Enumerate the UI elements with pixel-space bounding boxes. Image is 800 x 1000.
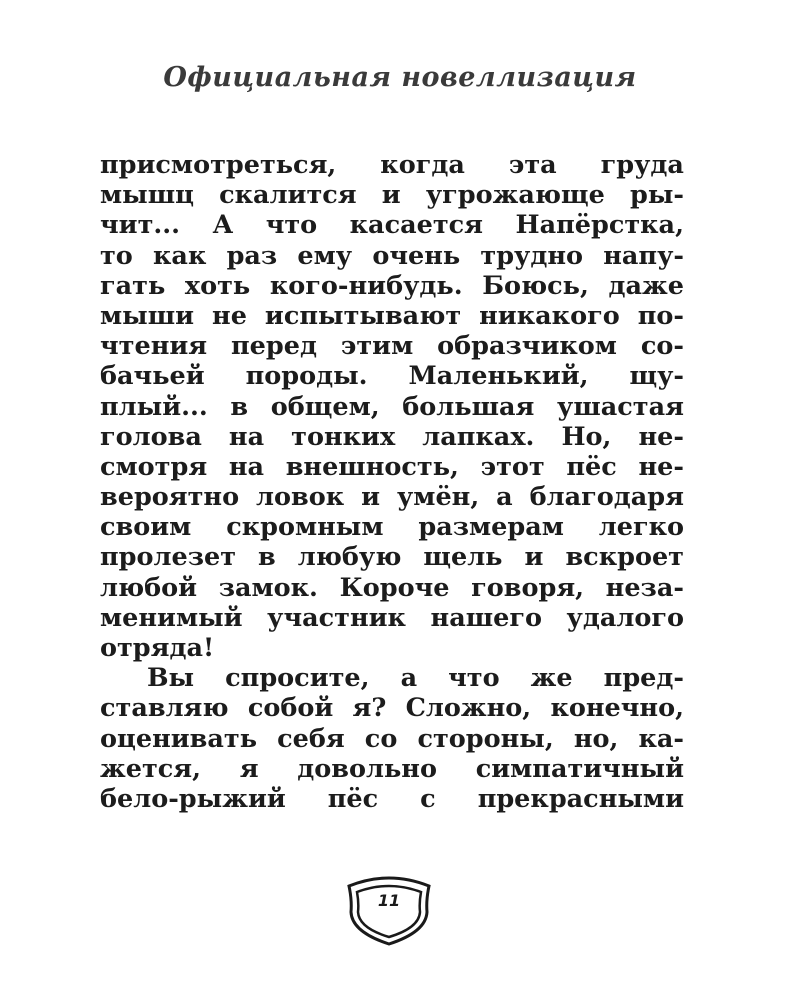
word: даже bbox=[608, 270, 684, 301]
text-line bbox=[100, 392, 684, 422]
word: но, bbox=[573, 723, 619, 754]
text-line bbox=[100, 241, 684, 271]
text-line bbox=[100, 542, 684, 572]
word: Сложно, bbox=[405, 693, 532, 724]
word: размерам bbox=[418, 512, 564, 543]
word: я bbox=[239, 753, 259, 784]
word: и bbox=[361, 482, 381, 513]
word: любую bbox=[297, 542, 402, 573]
word: собой bbox=[247, 693, 334, 724]
text-line bbox=[100, 512, 684, 542]
word: то bbox=[100, 240, 133, 271]
word: менимый bbox=[100, 602, 243, 633]
word: щу- bbox=[629, 361, 684, 392]
word: ры- bbox=[630, 180, 684, 211]
word: не bbox=[212, 300, 247, 331]
word: чит... bbox=[100, 210, 181, 241]
word: щель bbox=[423, 542, 503, 573]
word: со bbox=[364, 723, 398, 754]
word: чтения bbox=[100, 331, 208, 362]
text-line bbox=[100, 271, 684, 301]
word: жется, bbox=[100, 753, 202, 784]
text-line bbox=[100, 573, 684, 603]
word: Но, bbox=[561, 421, 612, 452]
running-header: Официальная новеллизация bbox=[163, 62, 637, 93]
word: отряда! bbox=[100, 633, 215, 663]
word: угрожающе bbox=[425, 180, 605, 211]
word: а bbox=[400, 663, 418, 694]
word: а bbox=[496, 482, 513, 513]
word: лапках. bbox=[422, 421, 535, 452]
word: пред- bbox=[603, 663, 684, 694]
text-line bbox=[100, 180, 684, 210]
word: легко bbox=[598, 512, 684, 543]
word: стороны, bbox=[417, 723, 554, 754]
text-line bbox=[100, 663, 684, 693]
text-line bbox=[100, 210, 684, 240]
word: ловок bbox=[256, 482, 345, 513]
word: своим bbox=[100, 512, 192, 543]
text-line bbox=[100, 331, 684, 361]
word: не- bbox=[638, 421, 684, 452]
text-line bbox=[100, 754, 684, 784]
text-line bbox=[100, 633, 684, 663]
word: в bbox=[230, 391, 249, 422]
word: со- bbox=[640, 331, 684, 362]
word: раз bbox=[226, 240, 278, 271]
word: тонких bbox=[291, 421, 396, 452]
word: груда bbox=[600, 150, 684, 180]
word: Напёрстка, bbox=[515, 210, 684, 241]
word: себя bbox=[277, 723, 345, 754]
body-text bbox=[100, 150, 684, 814]
word: пролезет bbox=[100, 542, 237, 573]
text-line bbox=[100, 603, 684, 633]
word: перед bbox=[231, 331, 317, 362]
word: по- bbox=[637, 300, 684, 331]
word: эта bbox=[508, 150, 557, 180]
word: вероятно bbox=[100, 482, 240, 513]
word: кого-нибудь. bbox=[269, 270, 463, 301]
word: благодаря bbox=[529, 482, 684, 513]
word: довольно bbox=[297, 753, 437, 784]
word: симпатичный bbox=[475, 753, 684, 784]
word: А bbox=[212, 210, 234, 241]
word: никакого bbox=[479, 300, 620, 331]
word: что bbox=[448, 663, 500, 694]
word: и bbox=[524, 542, 544, 573]
word: я? bbox=[352, 693, 387, 724]
word: мышц bbox=[100, 180, 194, 211]
word: мыши bbox=[100, 300, 195, 331]
text-line bbox=[100, 482, 684, 512]
word: смотря bbox=[100, 451, 208, 482]
text-line bbox=[100, 361, 684, 391]
word: гать bbox=[100, 270, 166, 301]
word: Маленький, bbox=[408, 361, 589, 392]
word: Боюсь, bbox=[482, 270, 589, 301]
word: напу- bbox=[603, 240, 684, 271]
word: и bbox=[381, 180, 401, 211]
word: присмотреться, bbox=[100, 150, 337, 180]
word: бело-рыжий bbox=[100, 783, 286, 814]
word: испытывают bbox=[264, 300, 462, 331]
word: не- bbox=[638, 451, 684, 482]
word: плый... bbox=[100, 391, 208, 422]
word: когда bbox=[380, 150, 465, 180]
word: умён, bbox=[396, 482, 480, 513]
text-line bbox=[100, 724, 684, 754]
word: этим bbox=[340, 331, 414, 362]
word: бачьей bbox=[100, 361, 205, 392]
word: нашего bbox=[430, 602, 542, 633]
word: трудно bbox=[480, 240, 584, 271]
text-line bbox=[100, 301, 684, 331]
word: породы. bbox=[245, 361, 368, 392]
word: голова bbox=[100, 421, 202, 452]
word: касается bbox=[349, 210, 484, 241]
word: в bbox=[258, 542, 276, 573]
word: что bbox=[265, 210, 318, 241]
word: с bbox=[420, 783, 436, 814]
word: очень bbox=[372, 240, 461, 271]
word: как bbox=[153, 240, 207, 271]
text-line bbox=[100, 784, 684, 814]
word: вскроет bbox=[565, 542, 684, 573]
word: общем, bbox=[270, 391, 380, 422]
word: скромным bbox=[226, 512, 384, 543]
text-line bbox=[100, 693, 684, 723]
word: на bbox=[228, 421, 265, 452]
word: участник bbox=[267, 602, 406, 633]
word: удалого bbox=[566, 602, 684, 633]
word: пёс bbox=[327, 783, 379, 814]
text-line bbox=[100, 452, 684, 482]
page-number-badge bbox=[343, 872, 435, 946]
word: говоря, bbox=[471, 572, 585, 603]
word: большая bbox=[402, 391, 535, 422]
text-line bbox=[100, 422, 684, 452]
word: скалится bbox=[219, 180, 357, 211]
word: неза- bbox=[605, 572, 684, 603]
word: любой bbox=[100, 572, 198, 603]
word: оценивать bbox=[100, 723, 257, 754]
word: на bbox=[228, 451, 265, 482]
word: этот bbox=[480, 451, 545, 482]
text-line bbox=[100, 150, 684, 180]
word: Короче bbox=[339, 572, 450, 603]
word: Вы bbox=[147, 663, 195, 694]
word: конечно, bbox=[550, 693, 684, 724]
word: хоть bbox=[184, 270, 251, 301]
word: ушастая bbox=[557, 391, 684, 422]
page-number: 11 bbox=[377, 891, 401, 910]
word: прекрасными bbox=[477, 783, 684, 814]
word: ставляю bbox=[100, 693, 229, 724]
word: пёс bbox=[566, 451, 617, 482]
word: ему bbox=[297, 240, 353, 271]
word: замок. bbox=[218, 572, 318, 603]
word: внешность, bbox=[285, 451, 459, 482]
word: ка- bbox=[638, 723, 684, 754]
word: же bbox=[530, 663, 573, 694]
word: образчиком bbox=[437, 331, 617, 362]
word: спросите, bbox=[225, 663, 370, 694]
